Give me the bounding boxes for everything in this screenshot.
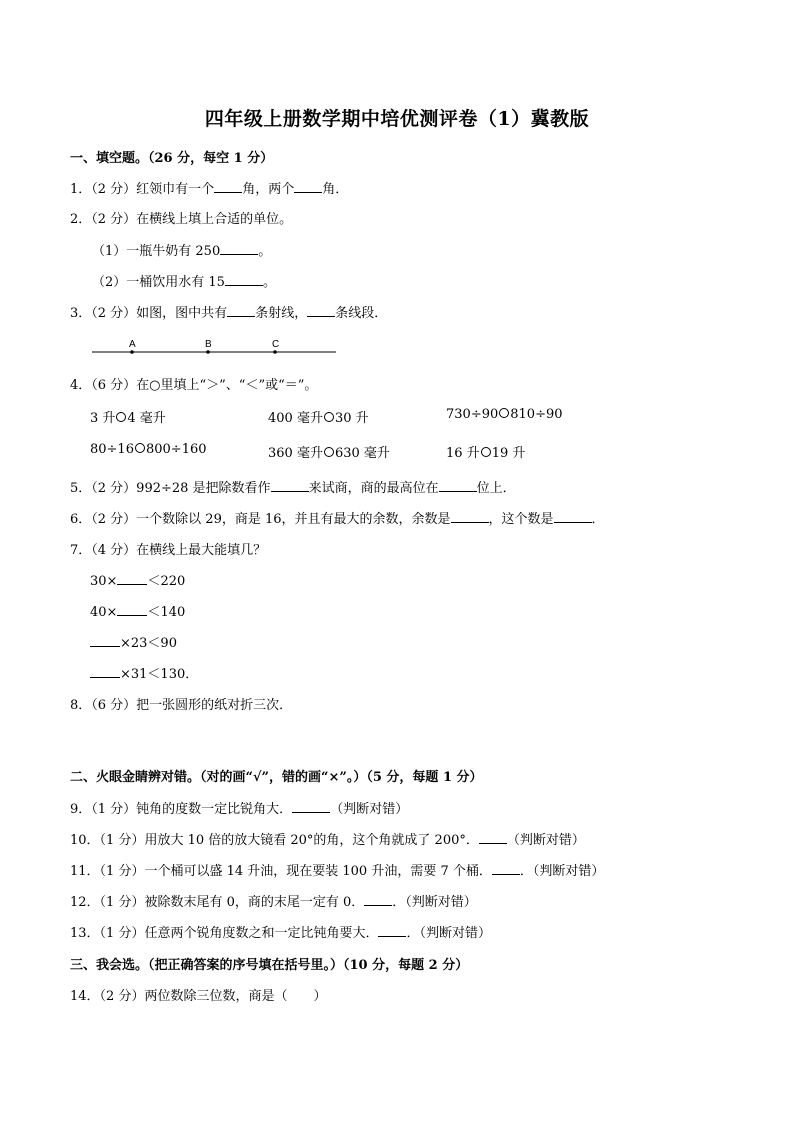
answer-blank[interactable] <box>451 510 489 523</box>
answer-blank[interactable] <box>225 273 263 286</box>
answer-blank[interactable] <box>117 572 147 585</box>
compare-circle[interactable] <box>324 412 334 422</box>
answer-blank[interactable] <box>479 831 507 844</box>
question-5: 5．（2 分）992÷28 是把除数看作 来试商，商的最高位在 位上． <box>70 481 516 496</box>
compare-item: 80÷16 800÷160 <box>90 442 207 457</box>
question-12: 12．（1 分）被除数末尾有 0，商的末尾一定有 0． ．（判断对错） <box>70 895 477 910</box>
section-2-heading: 二、火眼金睛辨对错。（对的画“√”，错的画“×”。）（5 分，每题 1 分） <box>70 770 483 785</box>
question-2: 2．（2 分）在横线上填上合适的单位。 <box>70 212 293 227</box>
question-7-line-3: ×23＜90 <box>90 632 177 651</box>
compare-circle[interactable] <box>481 447 491 457</box>
section-1-heading: 一、填空题。（26 分，每空 1 分） <box>70 151 274 166</box>
answer-blank[interactable] <box>220 242 258 255</box>
question-14: 14．（2 分）两位数除三位数，商是（ ） <box>70 989 327 1004</box>
answer-blank[interactable] <box>117 603 147 616</box>
answer-blank[interactable] <box>90 665 120 678</box>
compare-circle[interactable] <box>324 447 334 457</box>
question-11: 11．（1 分）一个桶可以盛 14 升油，现在要装 100 升油，需要 7 个桶． ．（判断对错） <box>70 864 605 879</box>
page-title: 四年级上册数学期中培优测评卷（1）冀教版 <box>204 108 590 130</box>
question-8: 8．（6 分）把一张圆形的纸对折三次． <box>70 698 293 713</box>
point-label-a: A <box>129 339 136 350</box>
question-10: 10．（1 分）用放大 10 倍的放大镜看 20°的角，这个角就成了 200°． （判断对错） <box>70 833 585 848</box>
point-label-b: B <box>205 339 212 350</box>
question-13: 13．（1 分）任意两个锐角度数之和一定比钝角要大． ．（判断对错） <box>70 926 491 941</box>
question-4: 4．（6 分）在○里填上“＞”、“＜”或“＝”。 <box>70 378 318 393</box>
answer-blank[interactable] <box>214 180 242 193</box>
answer-blank[interactable] <box>292 800 330 813</box>
question-3: 3．（2 分）如图，图中共有 条射线， 条线段． <box>70 306 388 321</box>
compare-item: 3 升 4 毫升 <box>90 411 166 426</box>
question-6: 6．（2 分）一个数除以 29，商是 16，并且有最大的余数，余数是 ，这个数是 ． <box>70 512 605 527</box>
question-1: 1．（2 分）红领巾有一个 角，两个 角． <box>70 182 349 197</box>
ray-line-figure <box>90 334 340 358</box>
compare-circle[interactable] <box>499 408 509 418</box>
question-7-line-2: 40× ＜140 <box>90 605 186 620</box>
point-a <box>130 350 134 354</box>
point-c <box>273 350 277 354</box>
section-3-heading: 三、我会选。（把正确答案的序号填在括号里。）（10 分，每题 2 分） <box>70 958 469 973</box>
compare-item: 360 毫升 630 毫升 <box>268 446 390 461</box>
question-7: 7．（4 分）在横线上最大能填几？ <box>70 543 267 558</box>
compare-item: 730÷90 810÷90 <box>446 407 563 422</box>
answer-blank[interactable] <box>439 479 477 492</box>
compare-circle[interactable] <box>135 443 145 453</box>
question-2-sub-2: （2）一桶饮用水有 15 。 <box>92 275 276 290</box>
compare-item: 400 毫升 30 升 <box>268 411 369 426</box>
question-7-line-4: ×31＜130． <box>90 663 198 682</box>
answer-blank[interactable] <box>364 893 392 906</box>
answer-blank[interactable] <box>90 634 120 647</box>
answer-blank[interactable] <box>554 510 592 523</box>
answer-blank[interactable] <box>271 479 309 492</box>
answer-blank[interactable] <box>378 924 406 937</box>
answer-blank[interactable] <box>307 304 335 317</box>
point-b <box>206 350 210 354</box>
question-2-sub-1: （1）一瓶牛奶有 250 。 <box>92 244 272 259</box>
answer-blank[interactable] <box>294 180 322 193</box>
answer-blank[interactable] <box>492 862 520 875</box>
question-7-line-1: 30× ＜220 <box>90 574 186 589</box>
point-label-c: C <box>272 339 280 350</box>
compare-circle[interactable] <box>116 412 126 422</box>
answer-blank[interactable] <box>227 304 255 317</box>
compare-item: 16 升 19 升 <box>446 446 526 461</box>
question-9: 9．（1 分）钝角的度数一定比锐角大． （判断对错） <box>70 802 409 817</box>
